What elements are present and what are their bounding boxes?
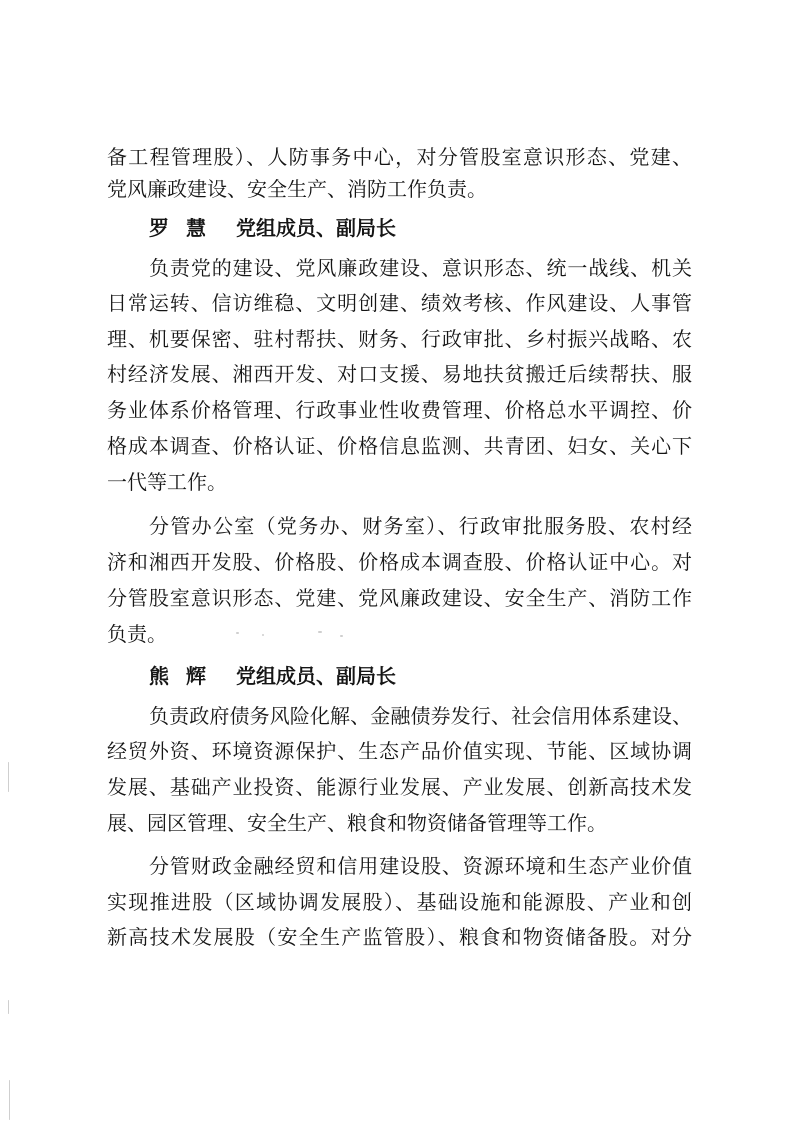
paragraph-line: 村经济发展、湘西开发、对口支援、易地扶贫搬迁后续帮扶、服 — [107, 362, 692, 386]
paragraph-line: 分管财政金融经贸和信用建设股、资源环境和生态产业价值 — [149, 854, 692, 878]
paragraph-line: 负责党的建设、党风廉政建设、意识形态、统一战线、机关 — [149, 256, 692, 280]
officer-name: 罗 慧 — [149, 216, 206, 240]
officer-heading — [149, 210, 396, 246]
paragraph-line: 发展、基础产业投资、能源行业发展、产业发展、创新高技术发 — [107, 775, 692, 799]
paragraph-line: 负责。 — [107, 622, 167, 646]
paragraph-line: 党风廉政建设、安全生产、消防工作负责。 — [107, 177, 487, 201]
paragraph-line: 负责政府债务风险化解、金融债券发行、社会信用体系建设、 — [149, 704, 692, 728]
paragraph-line: 展、园区管理、安全生产、粮食和物资储备管理等工作。 — [107, 811, 607, 835]
paragraph-line: 理、机要保密、驻村帮扶、财务、行政审批、乡村振兴战略、农 — [107, 327, 692, 351]
officer-heading — [149, 658, 396, 694]
paragraph-line: 实现推进股（区域协调发展股）、基础设施和能源股、产业和创 — [107, 890, 692, 914]
officer-title: 党组成员、副局长 — [235, 664, 396, 688]
paragraph-line: 分管办公室（党务办、财务室）、行政审批服务股、农村经 — [149, 514, 692, 538]
paragraph-line: 格成本调查、价格认证、价格信息监测、共青团、妇女、关心下 — [107, 434, 692, 458]
paragraph-line: 备工程管理股）、人防事务中心，对分管股室意识形态、党建、 — [107, 145, 692, 169]
paragraph-line: 新高技术发展股（安全生产监管股）、粮食和物资储备股。对分 — [107, 925, 692, 949]
paragraph-line: 日常运转、信访维稳、文明创建、绩效考核、作风建设、人事管 — [107, 291, 692, 315]
paragraph-line: 一代等工作。 — [107, 470, 227, 494]
paragraph-line: 分管股室意识形态、党建、党风廉政建设、安全生产、消防工作 — [107, 586, 692, 610]
paragraph-line: 济和湘西开发股、价格股、价格成本调查股、价格认证中心。对 — [107, 550, 692, 574]
officer-name: 熊 辉 — [149, 664, 206, 688]
paragraph-line: 务业体系价格管理、行政事业性收费管理、价格总水平调控、价 — [107, 398, 692, 422]
officer-title: 党组成员、副局长 — [235, 216, 396, 240]
paragraph-line: 经贸外资、环境资源保护、生态产品价值实现、节能、区域协调 — [107, 739, 692, 763]
